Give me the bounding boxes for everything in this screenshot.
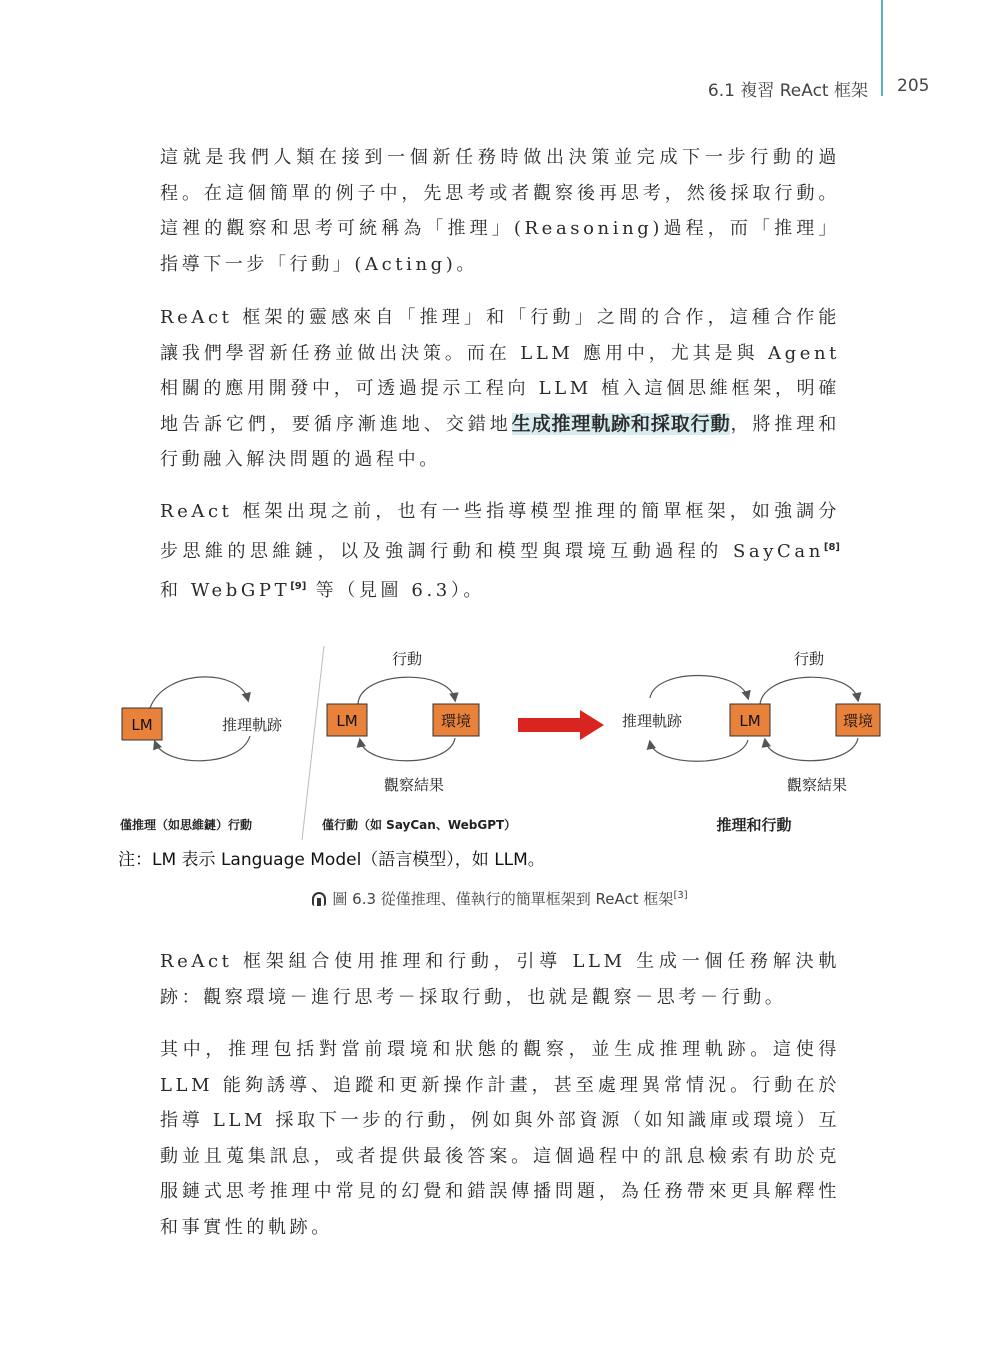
highlighted-phrase: 生成推理軌跡和採取行動 xyxy=(511,412,731,435)
environment-label-2: 環境 xyxy=(440,712,472,730)
page-number: 205 xyxy=(897,76,930,96)
panel-3-caption: 推理和行動 xyxy=(716,816,792,834)
reasoning-loop-bottom xyxy=(155,736,250,761)
reasoning-loop-top xyxy=(150,677,248,708)
react-framework-figure xyxy=(110,640,890,850)
lm-label-2: LM xyxy=(336,712,358,730)
reasoning-trace-label-3: 推理軌跡 xyxy=(621,712,683,730)
action-label-3: 行動 xyxy=(793,650,825,668)
figure-icon xyxy=(312,892,326,906)
action-arrow-3 xyxy=(760,677,858,704)
action-arrow-2 xyxy=(358,677,455,704)
paragraph-3 xyxy=(160,494,840,609)
lm-label-3: LM xyxy=(739,712,761,730)
lm-label-1: LM xyxy=(131,716,153,734)
transition-arrow xyxy=(518,710,604,740)
figure-caption-ref: [3] xyxy=(673,890,688,901)
environment-label-3: 環境 xyxy=(842,712,874,730)
observation-arrow-3 xyxy=(765,738,858,761)
citation-9: [9] xyxy=(290,581,307,592)
observation-arrow-2 xyxy=(360,738,455,761)
observation-label-3: 觀察結果 xyxy=(786,776,848,794)
paragraph-2-text-b: ，將推理和行動融入解決問題的過程中。 xyxy=(160,413,840,470)
figure-note: 注：LM 表示 Language Model（語言模型），如 LLM。 xyxy=(118,850,545,870)
reasoning-trace-label-1: 推理軌跡 xyxy=(221,716,283,734)
citation-8: [8] xyxy=(823,541,840,553)
observation-label-2: 觀察結果 xyxy=(383,776,445,794)
paragraph-4: ReAct 框架組合使用推理和行動，引導 LLM 生成一個任務解決軌跡：觀察環境－進行思考－採取行動，也就是觀察－思考－行動。 xyxy=(160,951,840,1008)
running-header-title: 6.1 複習 ReAct 框架 xyxy=(707,81,868,101)
paragraph-3-text-c: 等（見圖 6.3）。 xyxy=(306,580,486,601)
paragraph-1: 這就是我們人類在接到一個新任務時做出決策並完成下一步行動的過程。在這個簡單的例子中，先思考或者觀察後再思考，然後採取行動。這裡的觀察和思考可統稱為「推理」(Reasoning)過程，而「推理」指導下一步「行動」(Acting)。 xyxy=(160,147,840,275)
panel-1-caption: 僅推理（如思維鏈）行動 xyxy=(120,818,253,832)
reasoning-loop-3-top xyxy=(650,676,748,699)
paragraph-2 xyxy=(160,300,840,478)
panel-2-caption: 僅行動（如 SayCan、WebGPT） xyxy=(322,818,517,832)
panel-divider xyxy=(302,646,324,840)
figure-caption-text: 圖 6.3 從僅推理、僅執行的簡單框架到 ReAct 框架 xyxy=(332,890,674,908)
paragraph-5: 其中，推理包括對當前環境和狀態的觀察，並生成推理軌跡。這使得 LLM 能夠誘導、追蹤和更新操作計畫，甚至處理異常情況。行動在於指導 LLM 採取下一步的行動，例如與外部資源（如知識庫或環境）互動並且蒐集訊息，或者提供最後答案。這個過程中的訊息檢索有助於克服鏈式思考推理中常見的幻覺和錯誤傳播問題，為任務帶來更具解釋性和事實性的軌跡。 xyxy=(160,1039,840,1238)
reasoning-loop-3-bottom xyxy=(650,740,748,761)
paragraph-3-text-b: 和 WebGPT xyxy=(160,580,291,601)
action-label-2: 行動 xyxy=(391,650,423,668)
paragraph-3-text-a: ReAct 框架出現之前，也有一些指導模型推理的簡單框架，如強調分步思維的思維鏈，以及強調行動和模型與環境互動過程的 SayCan xyxy=(160,501,840,562)
header-rule xyxy=(881,0,883,96)
paragraph-2-text-a: ReAct 框架的靈感來自「推理」和「行動」之間的合作，這種合作能讓我們學習新任務並做出決策。而在 LLM 應用中，尤其是與 Agent 相關的應用開發中，可透過提示工程向 LLM 植入這個思維框架，明確地告訴它們，要循序漸進地、交錯地 xyxy=(160,307,840,435)
figure-caption xyxy=(0,888,1000,909)
